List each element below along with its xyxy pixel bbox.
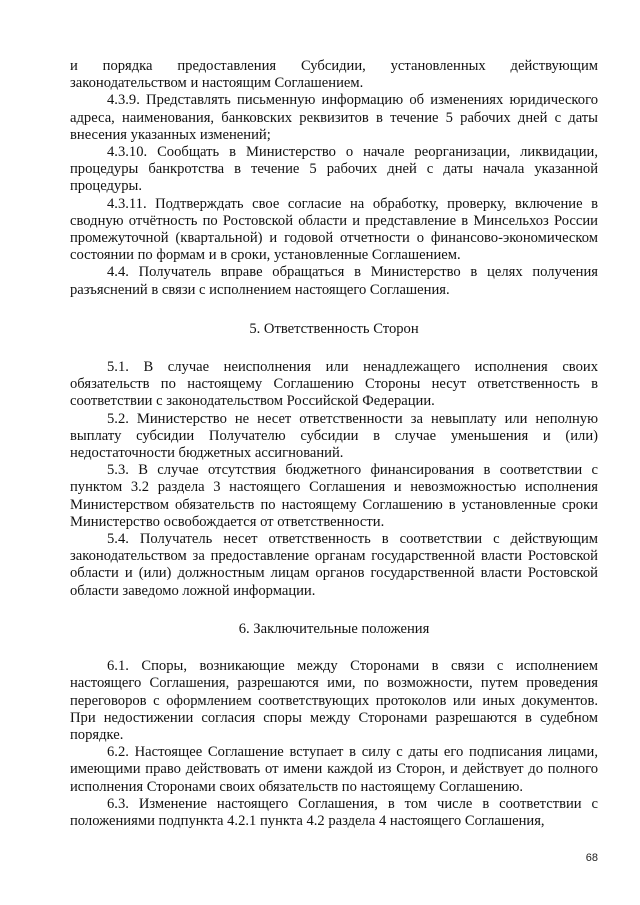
paragraph-5-1: 5.1. В случае неисполнения или ненадлежащего исполнения своих обязательств по настоящему Соглашению Стороны несут ответственность в соответствии с законодательством Российской Федерации.: [70, 359, 598, 410]
paragraph-6-1: 6.1. Споры, возникающие между Сторонами в связи с исполнением настоящего Соглашения, разрешаются ими, по возможности, путем проведения переговоров с оформлением соответствующих протоколов или иных документов. При недостижении согласия споры между Сторонами разрешаются в судебном порядке.: [70, 658, 598, 743]
section-5-title: 5. Ответственность Сторон: [249, 320, 419, 337]
paragraph-4-3-11: 4.3.11. Подтверждать свое согласие на обработку, проверку, включение в сводную отчётность по Ростовской области и представление в Минсельхоз России промежуточной (квартальной) и годовой отчетности о финансово-экономическом состоянии по формам и в сроки, установленные Соглашением.: [70, 195, 598, 264]
document-body: [70, 58, 598, 830]
paragraph-continuation: и порядка предоставления Субсидии, установленных действующим законодательством и настоящим Соглашением.: [70, 58, 598, 92]
paragraph-5-2: 5.2. Министерство не несет ответственности за невыплату или неполную выплату субсидии Получателю субсидии в случае уменьшения и (или) недостаточности бюджетных ассигнований.: [70, 410, 598, 462]
paragraph-4-3-9: 4.3.9. Представлять письменную информацию об изменениях юридического адреса, наименования, банковских реквизитов в течение 5 рабочих дней с даты внесения указанных изменений;: [70, 92, 598, 143]
paragraph-5-3: 5.3. В случае отсутствия бюджетного финансирования в соответствии с пунктом 3.2 раздела 3 настоящего Соглашения и невозможностью исполнения Министерством обязательств по настоящему Соглашению в установленные сроки Министерство освобождается от ответственности.: [70, 462, 598, 530]
section-6-title: 6. Заключительные положения: [238, 620, 430, 637]
paragraph-6-2: 6.2. Настоящее Соглашение вступает в силу с даты его подписания лицами, имеющими право действовать от имени каждой из Сторон, и действует до полного исполнения Сторонами своих обязательств по настоящему Соглашению.: [70, 744, 598, 795]
paragraph-4-3-10: 4.3.10. Сообщать в Министерство о начале реорганизации, ликвидации, процедуры банкротства в течение 5 рабочих дней с даты начала указанной процедуры.: [70, 144, 598, 195]
paragraph-4-4: 4.4. Получатель вправе обращаться в Министерство в целях получения разъяснений в связи с исполнением настоящего Соглашения.: [70, 264, 598, 298]
paragraph-5-4: 5.4. Получатель несет ответственность в соответствии с действующим законодательством за предоставление органам государственной власти Ростовской области и (или) должностным лицам органов государственной власти Ростовской области заведомо ложной информации.: [70, 531, 598, 599]
page-number: 68: [585, 852, 598, 864]
paragraph-6-3: 6.3. Изменение настоящего Соглашения, в том числе в соответствии с положениями подпункта 4.2.1 пункта 4.2 раздела 4 настоящего Соглашения,: [70, 795, 598, 829]
